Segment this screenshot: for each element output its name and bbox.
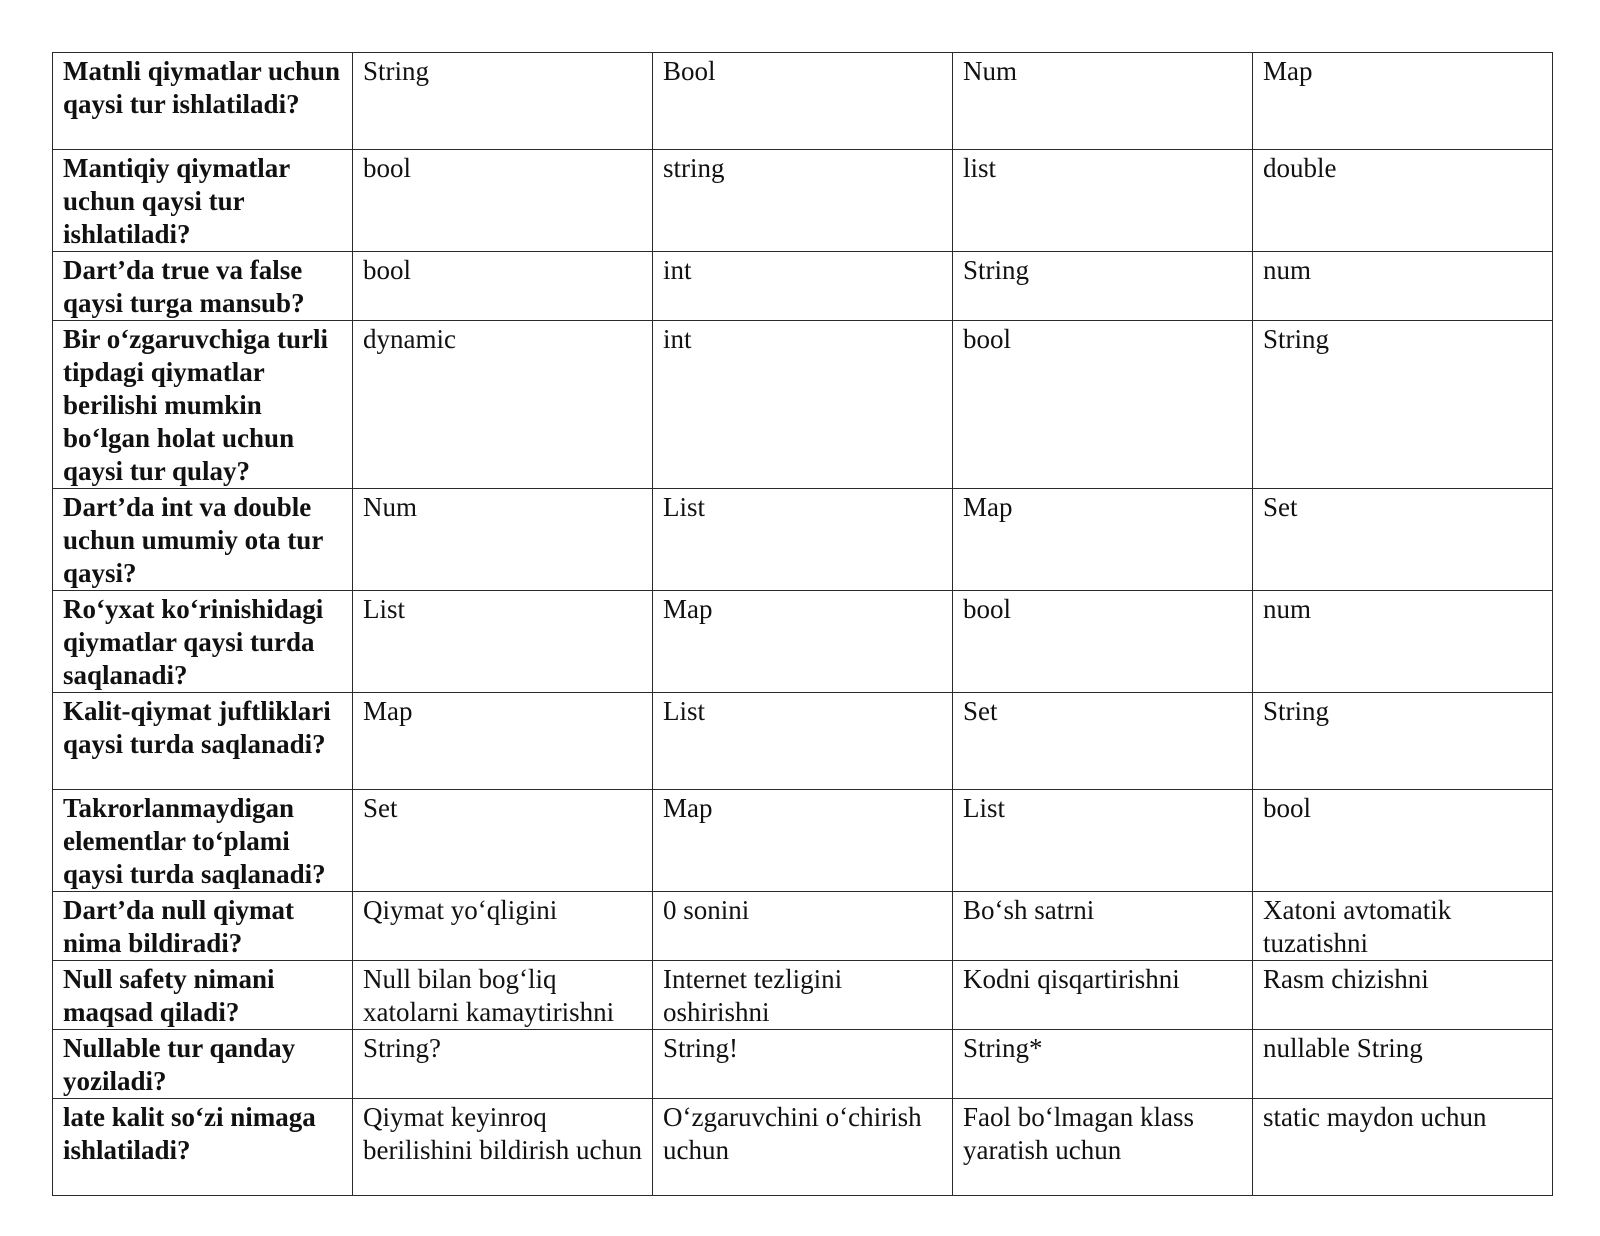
option-cell: List: [653, 693, 953, 790]
table-row: [53, 252, 1553, 321]
question-cell: Bir o‘zgaruvchiga turli tipdagi qiymatlar berilishi mumkin bo‘lgan holat uchun qaysi tur qulay?: [53, 321, 353, 489]
option-cell: Bo‘sh satrni: [953, 892, 1253, 961]
option-cell: String: [1253, 321, 1553, 489]
option-cell: Qiymat yo‘qligini: [353, 892, 653, 961]
table-row: [53, 150, 1553, 252]
option-cell: Xatoni avtomatik tuzatishni: [1253, 892, 1553, 961]
question-cell: Takrorlanmaydigan elementlar to‘plami qaysi turda saqlanadi?: [53, 790, 353, 892]
table-row: [53, 1099, 1553, 1196]
option-cell: bool: [353, 150, 653, 252]
option-cell: Null bilan bog‘liq xatolarni kamaytirishni: [353, 961, 653, 1030]
question-cell: late kalit so‘zi nimaga ishlatiladi?: [53, 1099, 353, 1196]
option-cell: Map: [353, 693, 653, 790]
quiz-table: [52, 52, 1553, 1196]
option-cell: Set: [1253, 489, 1553, 591]
option-cell: num: [1253, 252, 1553, 321]
question-cell: Null safety nimani maqsad qiladi?: [53, 961, 353, 1030]
option-cell: String?: [353, 1030, 653, 1099]
option-cell: string: [653, 150, 953, 252]
option-cell: Num: [953, 53, 1253, 150]
option-cell: Map: [653, 591, 953, 693]
table-row: [53, 591, 1553, 693]
option-cell: List: [653, 489, 953, 591]
question-cell: Dart’da true va false qaysi turga mansub?: [53, 252, 353, 321]
table-row: [53, 892, 1553, 961]
option-cell: bool: [953, 591, 1253, 693]
table-row: [53, 961, 1553, 1030]
option-cell: nullable String: [1253, 1030, 1553, 1099]
option-cell: bool: [353, 252, 653, 321]
question-cell: Dart’da null qiymat nima bildiradi?: [53, 892, 353, 961]
option-cell: Faol bo‘lmagan klass yaratish uchun: [953, 1099, 1253, 1196]
option-cell: Kodni qisqartirishni: [953, 961, 1253, 1030]
question-cell: Kalit-qiymat juftliklari qaysi turda saqlanadi?: [53, 693, 353, 790]
option-cell: static maydon uchun: [1253, 1099, 1553, 1196]
option-cell: List: [953, 790, 1253, 892]
option-cell: dynamic: [353, 321, 653, 489]
question-cell: Nullable tur qanday yoziladi?: [53, 1030, 353, 1099]
option-cell: O‘zgaruvchini o‘chirish uchun: [653, 1099, 953, 1196]
option-cell: bool: [953, 321, 1253, 489]
question-cell: Matnli qiymatlar uchun qaysi tur ishlatiladi?: [53, 53, 353, 150]
option-cell: Set: [953, 693, 1253, 790]
question-cell: Ro‘yxat ko‘rinishidagi qiymatlar qaysi turda saqlanadi?: [53, 591, 353, 693]
question-cell: Dart’da int va double uchun umumiy ota tur qaysi?: [53, 489, 353, 591]
option-cell: num: [1253, 591, 1553, 693]
option-cell: Map: [1253, 53, 1553, 150]
option-cell: int: [653, 321, 953, 489]
option-cell: Num: [353, 489, 653, 591]
option-cell: double: [1253, 150, 1553, 252]
table-row: [53, 693, 1553, 790]
option-cell: Qiymat keyinroq berilishini bildirish uchun: [353, 1099, 653, 1196]
option-cell: String: [1253, 693, 1553, 790]
table-row: [53, 1030, 1553, 1099]
option-cell: Bool: [653, 53, 953, 150]
option-cell: list: [953, 150, 1253, 252]
option-cell: Set: [353, 790, 653, 892]
option-cell: Rasm chizishni: [1253, 961, 1553, 1030]
option-cell: List: [353, 591, 653, 693]
table-row: [53, 790, 1553, 892]
table-row: [53, 53, 1553, 150]
option-cell: Map: [953, 489, 1253, 591]
option-cell: int: [653, 252, 953, 321]
question-cell: Mantiqiy qiymatlar uchun qaysi tur ishlatiladi?: [53, 150, 353, 252]
option-cell: Map: [653, 790, 953, 892]
option-cell: String*: [953, 1030, 1253, 1099]
option-cell: Internet tezligini oshirishni: [653, 961, 953, 1030]
option-cell: String: [953, 252, 1253, 321]
option-cell: bool: [1253, 790, 1553, 892]
option-cell: 0 sonini: [653, 892, 953, 961]
option-cell: String: [353, 53, 653, 150]
option-cell: String!: [653, 1030, 953, 1099]
table-row: [53, 489, 1553, 591]
table-row: [53, 321, 1553, 489]
